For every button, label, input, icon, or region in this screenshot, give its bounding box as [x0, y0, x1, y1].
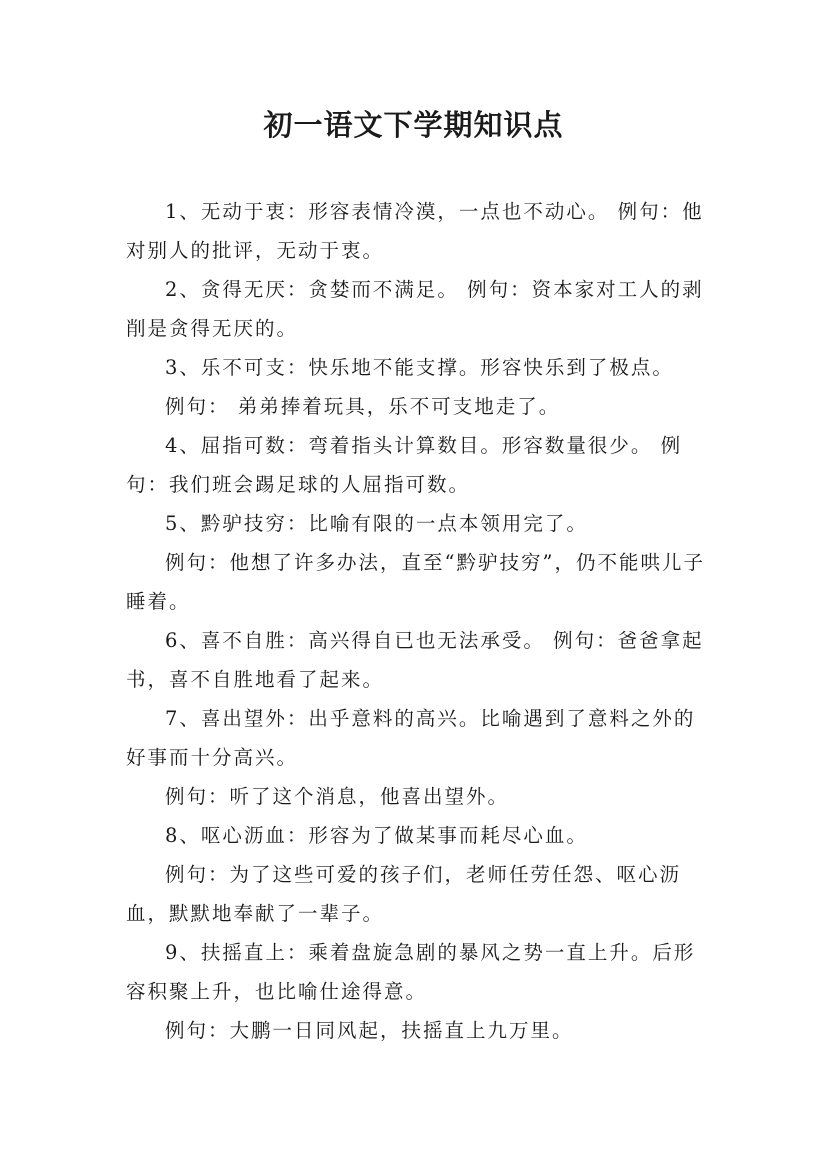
paragraph: 2、贪得无厌：贪婪而不满足。 例句：资本家对工人的剥削是贪得无厌的。 — [126, 278, 704, 340]
paragraph: 6、喜不自胜：高兴得自已也无法承受。 例句：爸爸拿起书，喜不自胜地看了起来。 — [126, 629, 704, 691]
paragraph: 3、乐不可支：快乐地不能支撑。形容快乐到了极点。 — [165, 356, 674, 379]
paragraph: 7、喜出望外：出乎意料的高兴。比喻遇到了意料之外的好事而十分高兴。 — [126, 707, 696, 769]
paragraph: 9、扶摇直上：乘着盘旋急剧的暴风之势一直上升。后形容积聚上升，也比喻仕途得意。 — [126, 941, 696, 1003]
page-title: 初一语文下学期知识点 — [263, 108, 564, 142]
paragraph: 4、屈指可数：弯着指头计算数目。形容数量很少。 例句：我们班会踢足球的人屈指可数。 — [126, 434, 683, 496]
paragraph: 8、呕心沥血：形容为了做某事而耗尽心血。 — [165, 824, 588, 847]
paragraph: 例句：他想了许多办法，直至“黔驴技穷”，仍不能哄儿子睡着。 — [126, 551, 705, 613]
document-body — [126, 192, 706, 1050]
paragraph: 1、无动于衷：形容表情冷漠，一点也不动心。 例句：他对别人的批评，无动于衷。 — [126, 200, 704, 262]
paragraph: 例句：听了这个消息，他喜出望外。 — [165, 785, 510, 808]
paragraph: 例句： 弟弟捧着玩具，乐不可支地走了。 — [165, 395, 561, 418]
paragraph: 例句：为了这些可爱的孩子们，老师任劳任怨、呕心沥血，默默地奉献了一辈子。 — [126, 863, 682, 925]
paragraph: 例句：大鹏一日同风起，扶摇直上九万里。 — [165, 1019, 574, 1042]
paragraph: 5、黔驴技穷：比喻有限的一点本领用完了。 — [165, 512, 588, 535]
